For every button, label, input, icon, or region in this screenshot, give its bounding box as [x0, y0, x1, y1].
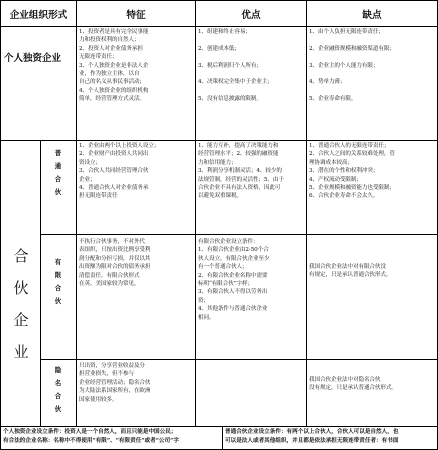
footer-sole-conditions: 个人独资企业设立条件：投资人是一个自然人，而且只能是中国公民； 有合法的企业名称：名称中不得使用“有限”、“有限责任”或者“公司”字 — [3, 429, 179, 444]
sole-features: 1、投资者是具有完全民事能 力和投资权利的自然人； 2、投资人对企业债务承担 无限连带责任； 3、个人独资企业是非法人企 业，作为独立主体，以自 自己的名义从事民事活动； 4、个人独资企业的组织机构 简单，经营管理方式灵活。 — [79, 29, 149, 103]
sole-proprietorship-label: 个人独资企业 — [4, 53, 62, 64]
header-advantages: 优点 — [241, 9, 261, 21]
silent-features: 只出资，分享营业收益及分 担营业损失，但不参与 企业经营管理活动；隐名合伙 为大陆法系国家所有，在欧洲 国家使用较多。 — [79, 363, 151, 403]
partnership-label: 合 伙 企 业 — [13, 247, 29, 361]
silent-disadvantages: 我国合伙企业法中对隐名合伙 没有规定，只是承认普通合伙形式。 — [309, 377, 397, 392]
rule — [0, 0, 1, 450]
rule — [0, 426, 438, 427]
silent-advantages — [198, 362, 305, 425]
rule — [40, 234, 438, 235]
limited-features: 不执行合伙事务，不对外代 表组织，只按出资比例享受利 润分配和分担亏损，并仅以其 出资额为限对合伙的债务承担 清偿责任。有限合伙形式 在英、美国家较为常见。 — [79, 239, 151, 288]
sole-disadvantages: 1、由个人负担无限连带责任； 2、企业融资规模和融资渠道有限； 3、企业主的个人能力有限； 4、势单力薄； 5、企业寿命有限。 — [309, 29, 395, 103]
limited-partnership-label: 有 限 合 伙 — [54, 258, 62, 305]
limited-disadvantages: 我国合伙企业法中对有限合伙没 有规定，只是承认普通合伙形式。 — [309, 264, 392, 279]
rule — [76, 0, 77, 426]
limited-advantages: 有限合伙企业设立条件： 1、有限合伙企业由2-50个合 伙人设立，有限合伙企业至少 有一个普通合伙人； 2、有限合伙企业名称中需要 标明“有限合伙”字样； 3、有限合伙人不得以劳务出 资； 4、其他条件与普通合伙企业 相同。 — [198, 239, 270, 321]
header-form: 企业组织形式 — [9, 9, 68, 21]
rule — [0, 140, 438, 141]
rule — [195, 0, 196, 426]
rule — [222, 426, 223, 450]
general-features: 1、企业由两个以上投资人设立； 2、企业财产由投资人共同出 资设立； 3、合伙人共同经营管理合伙 企业； 4、普通合伙人对企业债务承 担无限连带责任 — [79, 143, 160, 200]
silent-partnership-label: 隐 名 合 伙 — [54, 366, 62, 413]
header-features: 特征 — [126, 9, 146, 21]
header-disadvantages: 缺点 — [362, 9, 382, 21]
footer-partnership-conditions: 普通合伙企业设立条件：有两个以上合伙人，合伙人可以是自然人，也 可以是法人或者其他组织，并且都是依法承担无限连带责任者：有书面 — [225, 429, 399, 444]
general-advantages: 1、能力互补，提高了决策能力和 经营管理水平；2、较强的融资能 力和信用能力； 3、利润分享机制灵活；4、较少的 法规管制，经营的灵活性；5、由于 合伙企业不具有法人资格，因此可 以避免双重课税。 — [198, 143, 284, 200]
rule — [40, 359, 438, 360]
rule — [40, 140, 41, 426]
sole-advantages: 1、组建和终止容易； 2、创建成本低； 3、税后利润归个人所有； 4、决策权完全集中于企业主； 5、没有信息披露的限制。 — [198, 29, 273, 103]
rule — [0, 26, 438, 27]
general-disadvantages: 1、普通合伙人的无限连带责任； 2、合伙人之间的关系较难处理，管 理协调成本较高； 3、潜在的个性和权利冲突； 4、产权流动受限制； 5、企业规模和融资能力也受限制； 6、合伙企业寿命不会太久。 — [309, 143, 395, 200]
general-partnership-label: 普 通 合 伙 — [54, 149, 62, 196]
rule — [306, 0, 307, 426]
